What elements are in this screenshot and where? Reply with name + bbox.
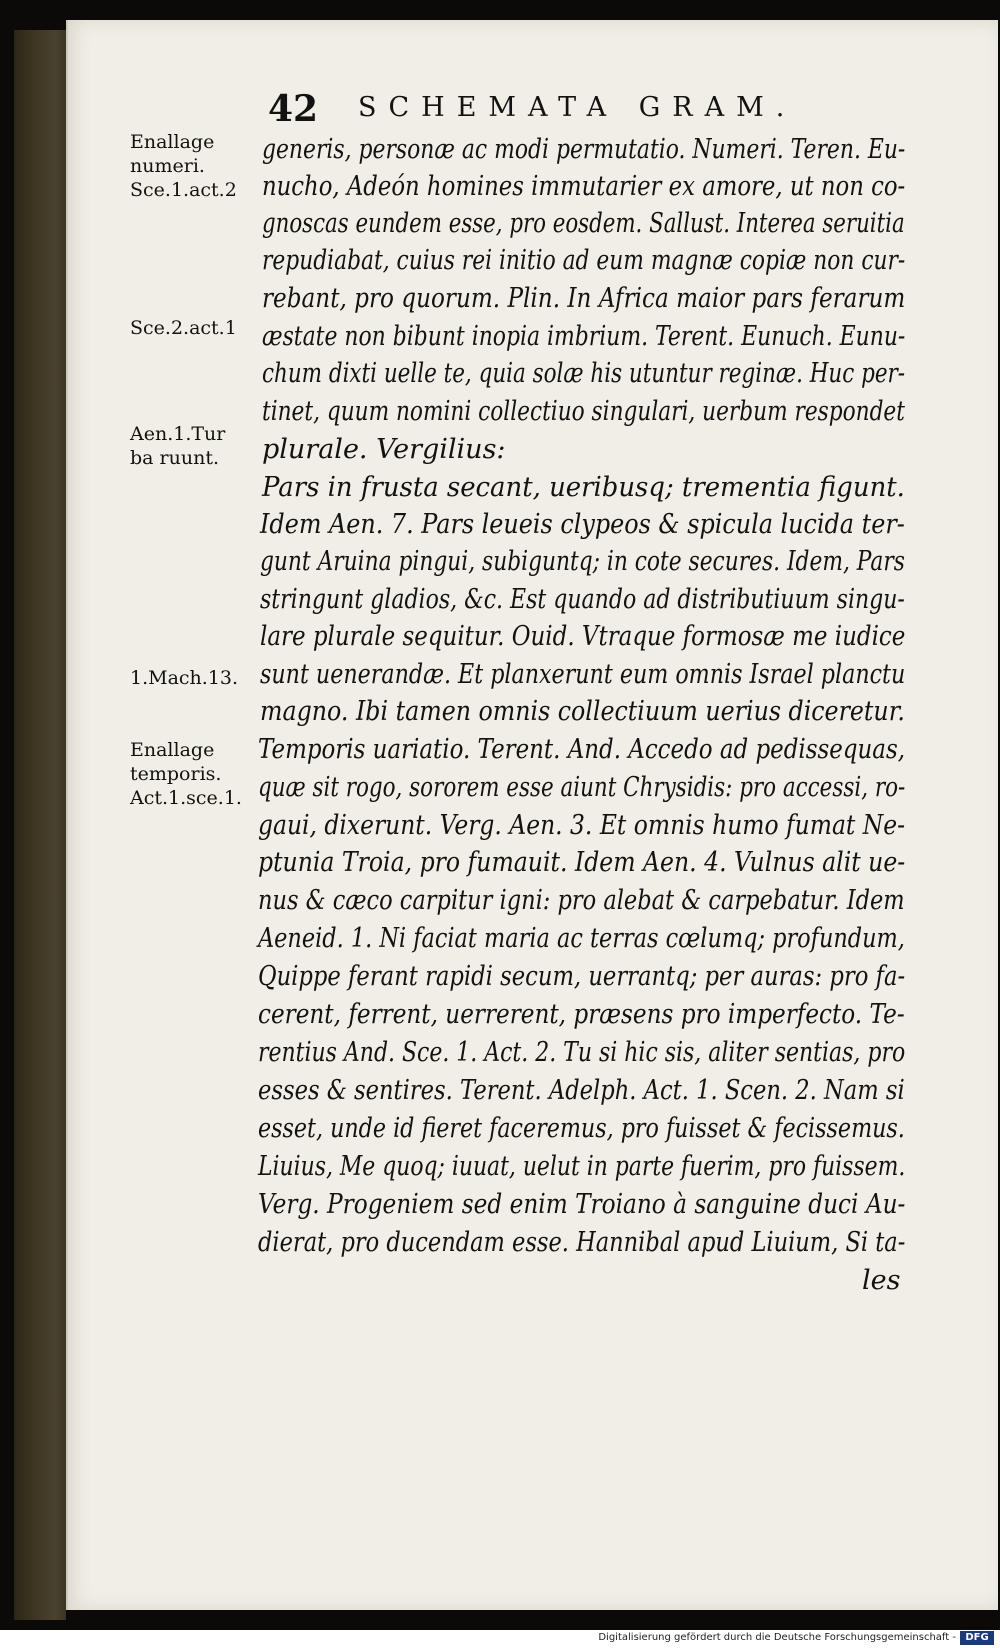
margin-note-scene-ref: Sce.2.act.1 bbox=[130, 317, 237, 339]
margin-note-maccabees-ref: 1.Mach.13. bbox=[130, 667, 239, 689]
text-line: Aeneid. 1. Ni faciat maria ac terras cœlumq; profundum, bbox=[258, 923, 905, 954]
text-line: Temporis uariatio. Terent. And. Accedo ad pedissequas, bbox=[258, 734, 906, 765]
text-line: generis, personæ ac modi permutatio. Numeri. Teren. Eu- bbox=[262, 134, 906, 165]
margin-note-aeneid-ref: ba ruunt. bbox=[130, 447, 219, 469]
text-line: chum dixti uelle te, quia solæ his utuntur reginæ. Huc per- bbox=[262, 358, 906, 389]
page-number: 42 bbox=[268, 88, 319, 130]
text-line: stringunt gladios, &c. Est quando ad distributiuum singu- bbox=[260, 584, 905, 615]
margin-note-enallage: Enallage bbox=[130, 131, 215, 153]
text-line: nucho, Adeón homines immutarier ex amore, ut non co- bbox=[262, 171, 906, 202]
catchword: les bbox=[862, 1265, 901, 1296]
margin-note-enallage: Enallage bbox=[130, 739, 215, 761]
text-line: esses & sentires. Terent. Adelph. Act. 1. Scen. 2. Nam si bbox=[258, 1075, 905, 1106]
text-line: nus & cæco carpitur igni: pro alebat & carpebatur. Idem bbox=[258, 885, 905, 916]
text-line: cerent, ferrent, uerrerent, præsens pro imperfecto. Te- bbox=[258, 999, 905, 1030]
book-spine bbox=[14, 30, 66, 1620]
text-line: magno. Ibi tamen omnis collectiuum uerius diceretur. bbox=[260, 696, 905, 727]
running-title: SCHEMATA GRAM. bbox=[358, 92, 797, 123]
text-line: æstate non bibunt inopia imbrium. Terent. Eunuch. Eunu- bbox=[262, 321, 906, 352]
text-line: quæ sit rogo, sororem esse aiunt Chrysidis: pro accessi, ro- bbox=[258, 772, 906, 803]
text-line: Idem Aen. 7. Pars leueis clypeos & spicula lucida ter- bbox=[260, 509, 905, 540]
text-line: dierat, pro ducendam esse. Hannibal apud Liuium, Si ta- bbox=[258, 1227, 906, 1258]
margin-note-scene-ref: Sce.1.act.2 bbox=[130, 179, 237, 201]
text-line: gaui, dixerunt. Verg. Aen. 3. Et omnis humo fumat Ne- bbox=[258, 810, 906, 841]
margin-note-aeneid-ref: Aen.1.Tur bbox=[130, 423, 226, 445]
margin-note-act-ref: Act.1.sce.1. bbox=[130, 787, 242, 809]
running-head bbox=[268, 88, 888, 128]
text-line: Quippe ferant rapidi secum, uerrantq; per auras: pro fa- bbox=[258, 961, 906, 992]
text-line: esset, unde id fieret faceremus, pro fuisset & fecissemus. bbox=[258, 1113, 905, 1144]
text-line: sunt uenerandæ. Et planxerunt eum omnis Israel planctu bbox=[260, 659, 906, 690]
text-line: rentius And. Sce. 1. Act. 2. Tu si hic sis, aliter sentias, pro bbox=[258, 1037, 906, 1068]
text-line: ptunia Troia, pro fumauit. Idem Aen. 4. Vulnus alit ue- bbox=[258, 847, 906, 878]
text-line: Pars in frusta secant, ueribusq; trementia figunt. bbox=[262, 472, 905, 503]
text-line: repudiabat, cuius rei initio ad eum magnæ copiæ non cur- bbox=[262, 245, 906, 276]
text-line: Liuius, Me quoq; iuuat, uelut in parte fuerim, pro fuissem. bbox=[258, 1151, 906, 1182]
funding-credit: Digitalisierung gefördert durch die Deutsche Forschungsgemeinschaft - bbox=[598, 1632, 956, 1643]
text-line: gunt Aruina pingui, subiguntq; in cote secures. Idem, Pars bbox=[260, 546, 905, 577]
text-line: Verg. Progeniem sed enim Troiano à sanguine duci Au- bbox=[258, 1189, 906, 1220]
text-line: lare plurale sequitur. Ouid. Vtraque formosæ me iudice bbox=[260, 621, 906, 652]
margin-note-temporis: temporis. bbox=[130, 763, 222, 785]
dfg-logo: DFG bbox=[960, 1631, 994, 1645]
digitization-footer bbox=[0, 1630, 1000, 1648]
text-line: gnoscas eundem esse, pro eosdem. Sallust. Interea seruitia bbox=[262, 208, 905, 239]
text-line: tinet, quum nomini collectiuo singulari, uerbum respondet bbox=[262, 396, 905, 427]
margin-note-numeri: numeri. bbox=[130, 155, 205, 177]
text-line: plurale. Vergilius: bbox=[262, 434, 506, 465]
text-line: rebant, pro quorum. Plin. In Africa maior pars ferarum bbox=[262, 283, 906, 314]
